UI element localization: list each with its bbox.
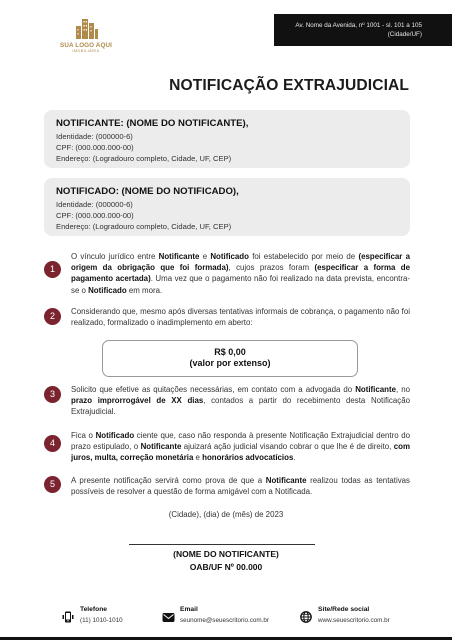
building-logo-icon xyxy=(71,16,101,40)
body-text: A presente notificação servirá como prova de que a xyxy=(71,476,266,485)
clause-number-badge: 4 xyxy=(44,435,61,452)
body-text: . xyxy=(293,453,296,463)
logo-name: SUA LOGO AQUI xyxy=(60,42,112,49)
notificado-cpf: CPF: (000.000.000-00) xyxy=(56,211,134,220)
clause-number-badge: 1 xyxy=(44,261,61,278)
amount-written: (valor por extenso) xyxy=(189,358,271,368)
body-text: foi estabelecido por meio de xyxy=(248,252,359,261)
body-text: , cujos prazos foram xyxy=(228,263,315,273)
notificado-heading: NOTIFICADO: (NOME DO NOTIFICADO), xyxy=(56,186,239,197)
emphasis-text: Notificado xyxy=(210,252,249,261)
email-icon xyxy=(162,610,175,628)
notificante-identidade: Identidade: (000000-6) xyxy=(56,132,133,141)
emphasis-text: (especificar a forma de pagamento acertada) xyxy=(71,263,410,284)
body-text: realizou todas as tentativas possíveis de resolver a questão de forma amigável com a Notificada. xyxy=(71,476,410,497)
body-text: O vínculo jurídico entre xyxy=(71,252,159,261)
body-text: . Uma vez que o pagamento não foi realizado na data prevista, encontra-se o xyxy=(71,274,410,295)
signature-oab: OAB/UF Nº 00.000 xyxy=(189,562,263,572)
clause-text xyxy=(71,475,410,497)
notificante-box xyxy=(44,110,410,168)
clause-text xyxy=(71,251,410,296)
body-text: , contados a partir do recebimento desta Notificação Extrajudicial. xyxy=(71,396,410,417)
body-text: Solicito que efetive as quitações necessárias, em contato com a advogada do xyxy=(71,385,356,394)
clause-text xyxy=(71,384,410,418)
header-address-bar xyxy=(274,14,452,46)
footer xyxy=(0,600,452,640)
address-line-1: Av. Nome da Avenida, nº 1001 - sl. 101 a 105 xyxy=(295,22,422,29)
clause-number-badge: 3 xyxy=(44,386,61,403)
notificado-endereco: Endereço: (Logradouro completo, Cidade, UF, CEP) xyxy=(56,222,232,231)
notificado-box xyxy=(44,178,410,236)
body-text: ciente que, caso não responda à presente Notificação Extrajudicial dentro do prazo estipulado, o xyxy=(71,431,410,452)
clause-number-badge: 2 xyxy=(44,308,61,325)
logo-subtitle: IMOBILIÁRIA xyxy=(72,49,100,53)
emphasis-text: com juros, multa, correção monetária xyxy=(71,442,410,463)
body-text: em mora. xyxy=(126,285,163,295)
emphasis-text: honorários advocatícios xyxy=(202,453,294,463)
phone-icon xyxy=(62,610,74,628)
body-text: Considerando que, mesmo após diversas tentativas informais de cobrança, o pagamento não foi realizado, formalizado o inadimplemento em aberto: xyxy=(71,307,410,328)
emphasis-text: Notificante xyxy=(140,442,182,452)
company-logo xyxy=(58,16,114,53)
footer-phone-title: Telefone xyxy=(80,606,108,613)
notificante-heading: NOTIFICANTE: (NOME DO NOTIFICANTE), xyxy=(56,118,249,129)
emphasis-text: Notificante xyxy=(355,385,396,394)
clause-text xyxy=(71,430,410,464)
body-text: Fica o xyxy=(71,431,96,440)
clause-number-badge: 5 xyxy=(44,476,61,493)
emphasis-text: prazo improrrogável de XX dias xyxy=(71,396,204,406)
body-text: e xyxy=(193,453,203,463)
footer-phone-value: (11) 1010-1010 xyxy=(80,617,123,624)
emphasis-text: Notificado xyxy=(88,285,127,295)
notificado-identidade: Identidade: (000000-6) xyxy=(56,200,133,209)
body-text: e xyxy=(199,252,211,261)
notificante-endereco: Endereço: (Logradouro completo, Cidade, UF, CEP) xyxy=(56,154,232,163)
body-text: ajuizará ação judicial visando cobrar o que lhe é de direito, xyxy=(181,442,394,452)
footer-email-value: seunome@seuescritorio.com.br xyxy=(180,617,269,624)
notificante-cpf: CPF: (000.000.000-00) xyxy=(56,143,134,152)
emphasis-text: (especificar a origem da obrigação que foi formada) xyxy=(71,252,410,273)
clause-text xyxy=(71,306,410,328)
date-line: (Cidade), (dia) de (mês) de 2023 xyxy=(168,510,284,519)
body-text: , no xyxy=(395,385,410,394)
amount-box xyxy=(102,340,358,377)
amount-value: R$ 0,00 xyxy=(214,347,246,357)
footer-email-title: Email xyxy=(180,606,198,613)
document-title: NOTIFICAÇÃO EXTRAJUDICIAL xyxy=(169,77,409,94)
signature-name: (NOME DO NOTIFICANTE) xyxy=(173,549,279,559)
footer-site-value: www.seuescritorio.com.br xyxy=(318,617,390,624)
signature-line xyxy=(129,544,315,545)
emphasis-text: Notificante xyxy=(158,252,200,261)
emphasis-text: Notificante xyxy=(265,476,307,485)
globe-icon xyxy=(300,610,312,628)
emphasis-text: Notificado xyxy=(95,431,135,440)
address-line-2: (Cidade/UF) xyxy=(387,31,422,38)
footer-site-title: Site/Rede social xyxy=(318,606,370,613)
